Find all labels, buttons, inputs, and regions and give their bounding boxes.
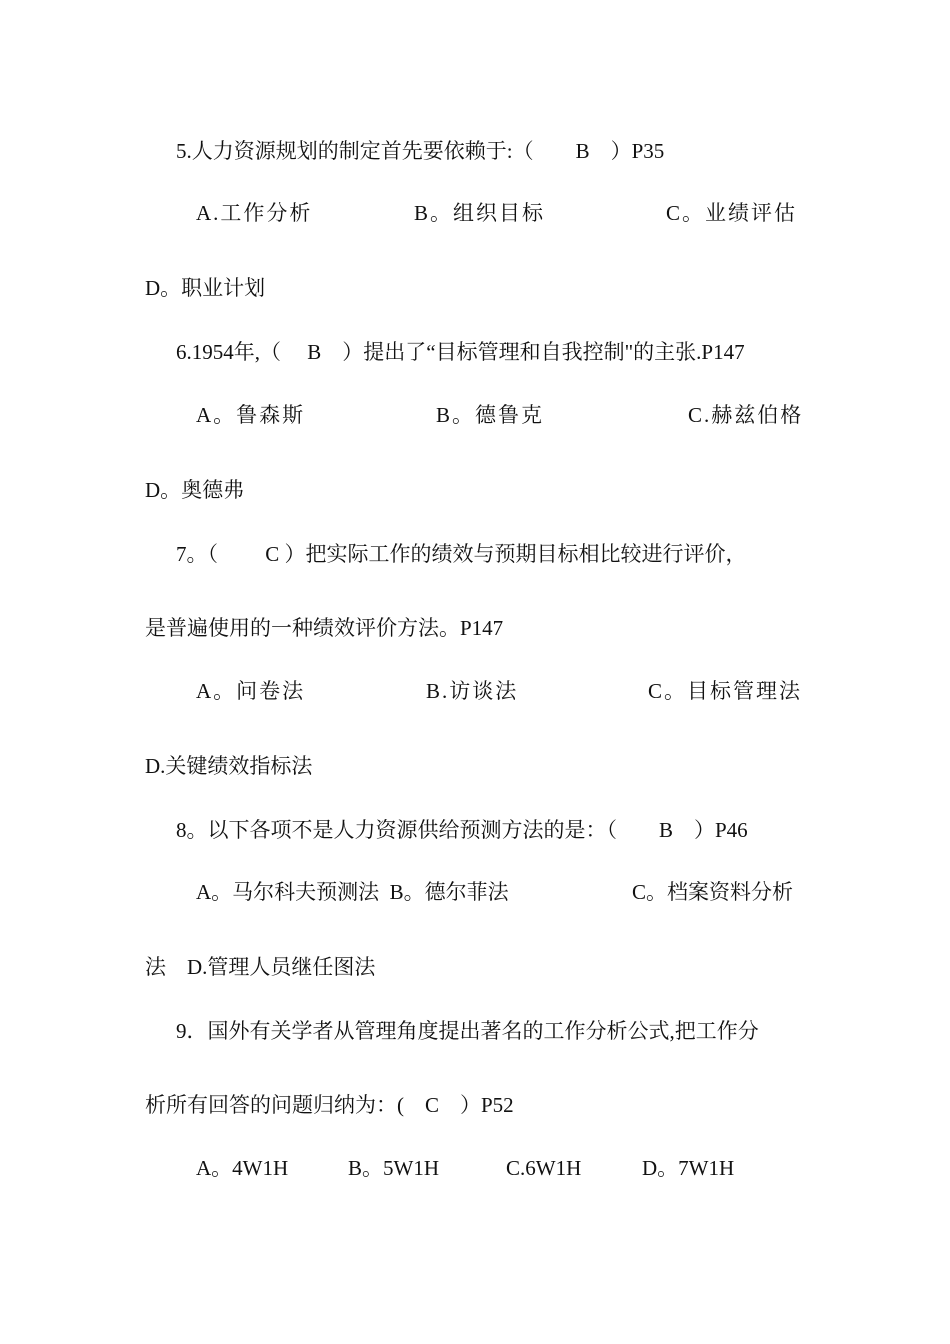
question-8-stem: 8。以下各项不是人力资源供给预测方法的是：（ B ）P46	[176, 818, 748, 842]
question-6-option-b: B。德鲁克	[436, 403, 545, 427]
question-7-stem-line-2: 是普遍使用的一种绩效评价方法。P147	[145, 616, 504, 640]
question-6-option-a: A。鲁森斯	[196, 403, 306, 427]
question-9-stem-line-1: 9．国外有关学者从管理角度提出著名的工作分析公式,把工作分	[176, 1019, 759, 1043]
question-9-option-c: C.6W1H	[506, 1156, 582, 1180]
question-6-option-d: D。奥德弗	[145, 478, 245, 502]
question-7-stem-line-1: 7。（ C ）把实际工作的绩效与预期目标相比较进行评价，	[176, 542, 747, 566]
question-6-stem: 6.1954年,（ B ）提出了“目标管理和自我控制"的主张.P147	[176, 340, 745, 364]
question-8-option-c: C。档案资料分析	[632, 880, 794, 904]
question-8-option-c-wrap-and-d: 法 D.管理人员继任图法	[145, 955, 376, 979]
question-7-option-a: A。问卷法	[196, 679, 306, 703]
question-7-option-d: D.关键绩效指标法	[145, 754, 313, 778]
question-5-stem: 5.人力资源规划的制定首先要依赖于:（ B ）P35	[176, 139, 665, 163]
question-8-options-ab: A。马尔科夫预测法 B。德尔菲法	[196, 880, 509, 904]
question-9-stem-line-2: 析所有回答的问题归纳为：( C ）P52	[145, 1093, 514, 1117]
question-9-option-a: A。4W1H	[196, 1156, 289, 1180]
question-7-option-b: B.访谈法	[426, 679, 519, 703]
question-9-option-d: D。7W1H	[642, 1156, 735, 1180]
question-5-option-d: D。职业计划	[145, 276, 266, 300]
question-6-option-c: C.赫兹伯格	[688, 403, 804, 427]
question-5-option-b: B。组织目标	[414, 201, 546, 225]
question-9-option-b: B。5W1H	[348, 1156, 439, 1180]
question-5-option-a: A.工作分析	[196, 201, 313, 225]
question-5-option-c: C。业绩评估	[666, 201, 798, 225]
question-7-option-c: C。目标管理法	[648, 679, 803, 703]
